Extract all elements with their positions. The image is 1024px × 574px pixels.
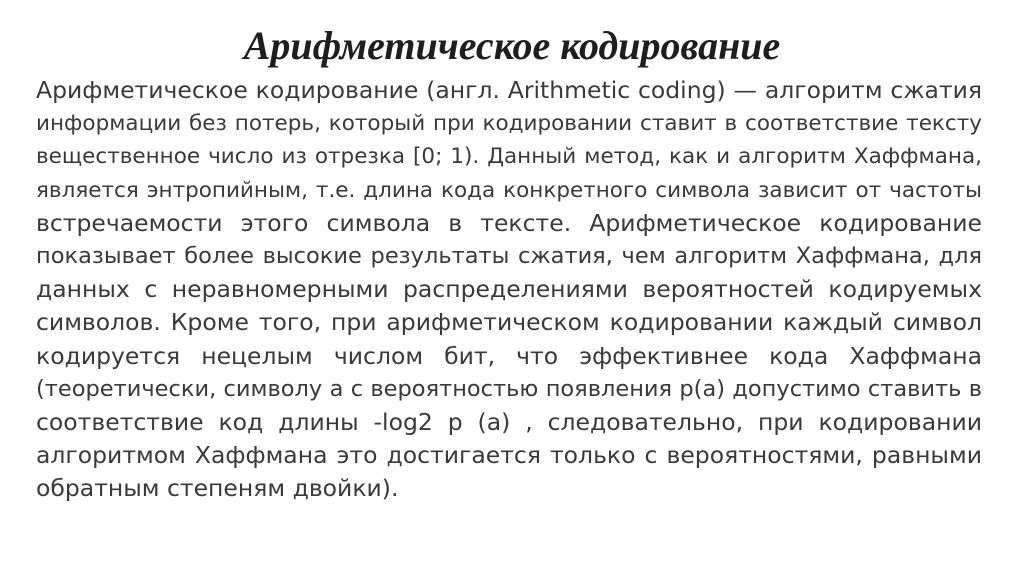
slide-title: Арифметическое кодирование: [243, 23, 781, 68]
body-line: кодируется нецелым числом бит, что эффективнее кода Хаффмана: [36, 341, 982, 370]
body-line: показывает более высокие результаты сжатия, чем алгоритм Хаффмана, для: [36, 242, 982, 269]
body-line: информации без потерь, который при кодировании ставит в соответствие тексту: [36, 111, 982, 137]
body-line: символов. Кроме того, при арифметическом кодировании каждый символ: [36, 308, 982, 337]
body-line: является энтропийным, т.е. длина кода конкретного символа зависит от частоты: [36, 177, 982, 203]
body-line: алгоритмом Хаффмана это достигается только с вероятностями, равными: [36, 441, 982, 470]
body-line: соответствие код длины -log2 p (a) , следовательно, при кодировании: [36, 407, 982, 436]
body-line: встречаемости этого символа в тексте. Арифметическое кодирование: [36, 208, 982, 237]
body-line: Арифметическое кодирование (англ. Arithmetic coding) — алгоритм сжатия: [36, 76, 982, 104]
slide-body-text: [36, 74, 982, 505]
body-line: вещественное число из отрезка [0; 1). Данный метод, как и алгоритм Хаффмана,: [36, 144, 982, 170]
body-line: обратным степеням двойки).: [36, 474, 399, 503]
body-line: (теоретически, символу a с вероятностью появления p(a) допустимо ставить в: [36, 375, 982, 402]
body-line: данных с неравномерными распределениями вероятностей кодируемых: [36, 275, 982, 304]
